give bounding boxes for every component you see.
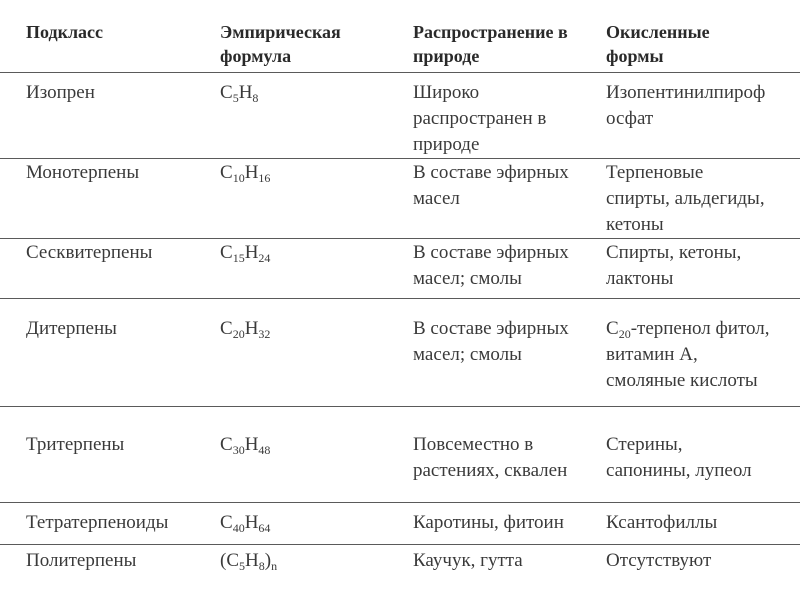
row-divider bbox=[0, 502, 800, 503]
cell-oxidized: Изопентинилпироф осфат bbox=[606, 82, 766, 129]
header-formula-line1: Эмпирическая bbox=[220, 22, 341, 42]
row-divider bbox=[0, 544, 800, 545]
cell-nature: Каучук, гутта bbox=[413, 550, 523, 571]
row-divider bbox=[0, 158, 800, 159]
row-divider bbox=[0, 238, 800, 239]
cell-subclass: Дитерпены bbox=[26, 318, 117, 339]
cell-subclass: Сесквитерпены bbox=[26, 242, 153, 263]
header-nature-line2: природе bbox=[413, 46, 480, 66]
cell-oxidized: Стерины, сапонины, лупеол bbox=[606, 434, 752, 481]
cell-nature: В составе эфирных масел bbox=[413, 162, 569, 209]
cell-nature: Повсеместно в растениях, сквален bbox=[413, 434, 568, 481]
cell-subclass: Монотерпены bbox=[26, 162, 140, 183]
cell-oxidized: Спирты, кетоны, лактоны bbox=[606, 242, 742, 289]
header-oxidized-line1: Окисленные bbox=[606, 22, 710, 42]
cell-nature: В составе эфирных масел; смолы bbox=[413, 242, 569, 289]
cell-formula: $C_{40}H_{64}$ bbox=[220, 512, 271, 535]
cell-oxidized: $C_{20}$-терпенол фитол, витамин А, смоляные кислоты bbox=[606, 318, 770, 391]
cell-oxidized: Терпеновые спирты, альдегиды, кетоны bbox=[606, 162, 765, 235]
cell-subclass: Политерпены bbox=[26, 550, 137, 571]
header-nature bbox=[413, 20, 568, 68]
row-divider bbox=[0, 298, 800, 299]
cell-subclass: Изопрен bbox=[26, 82, 95, 103]
cell-oxidized: Ксантофиллы bbox=[606, 512, 718, 533]
header-oxidized-line2: формы bbox=[606, 46, 664, 66]
header-nature-line1: Распространение в bbox=[413, 22, 568, 42]
header-subclass: Подкласс bbox=[26, 22, 104, 42]
cell-formula: $(C_5H_8)_n$ bbox=[220, 550, 278, 573]
cell-formula: $C_{20}H_{32}$ bbox=[220, 318, 271, 341]
cell-nature: В составе эфирных масел; смолы bbox=[413, 318, 569, 365]
cell-nature: Широко распространен в природе bbox=[413, 82, 547, 155]
cell-subclass: Тритерпены bbox=[26, 434, 125, 455]
cell-formula: $C_{10}H_{16}$ bbox=[220, 162, 271, 185]
cell-oxidized: Отсутствуют bbox=[606, 550, 712, 571]
cell-subclass: Тетратерпеноиды bbox=[26, 512, 169, 533]
cell-formula: $C_5H_8$ bbox=[220, 82, 259, 105]
cell-formula: $C_{30}H_{48}$ bbox=[220, 434, 271, 457]
row-divider bbox=[0, 406, 800, 407]
header-oxidized bbox=[606, 20, 710, 68]
header-formula-line2: формула bbox=[220, 46, 292, 66]
cell-formula: $C_{15}H_{24}$ bbox=[220, 242, 271, 265]
cell-nature: Каротины, фитоин bbox=[413, 512, 564, 533]
row-divider bbox=[0, 72, 800, 73]
header-formula bbox=[220, 20, 341, 68]
